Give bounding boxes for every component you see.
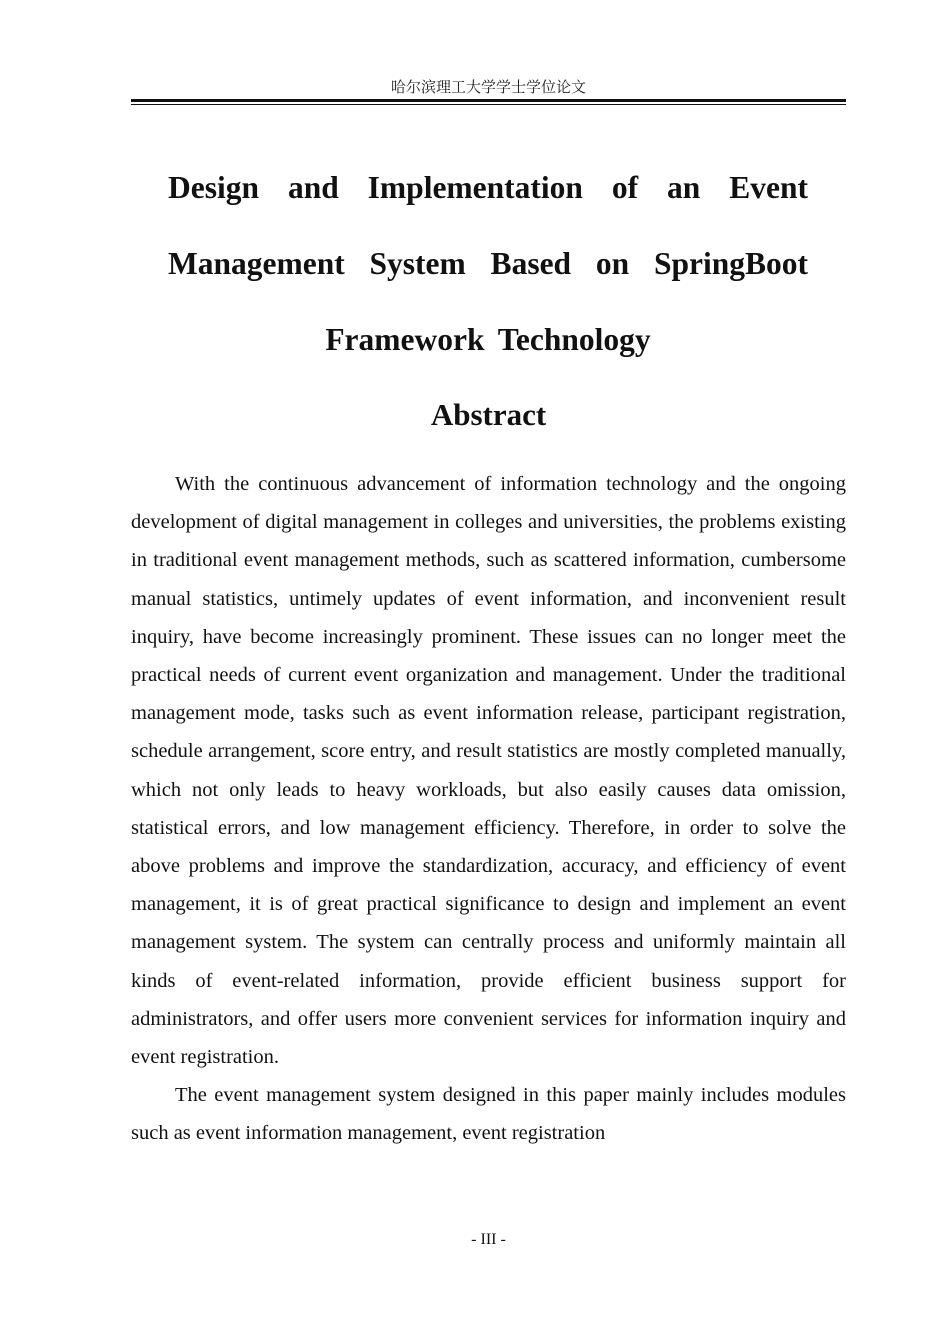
abstract-paragraph-2: The event management system designed in this paper mainly includes modules such as event information management, event registration [131,1084,846,1145]
header-rule-thin [131,104,846,105]
thesis-title: Design and Implementation of an Event Management System Based on SpringBoot Framework Technology [168,170,808,357]
abstract-heading: Abstract [430,397,547,432]
running-header: 哈尔滨理工大学学士学位论文 [390,78,586,96]
header-rule-thick [131,99,846,102]
abstract-paragraph-1: With the continuous advancement of information technology and the ongoing development of digital management in colleges and universities, the problems existing in traditional event management methods, such as scattered information, cumbersome manual statistics, untimely updates of event information, and inconvenient result inquiry, have become increasingly prominent. These issues can no longer meet the practical needs of current event organization and management. Under the traditional management mode, tasks such as event information release, participant registration, schedule arrangement, score entry, and result statistics are mostly completed manually, which not only leads to heavy workloads, but also easily causes data omission, statistical errors, and low management efficiency. Therefore, in order to solve the above problems and improve the standardization, accuracy, and efficiency of event management, it is of great practical significance to design and implement an event management system. The system can centrally process and uniformly maintain all kinds of event-related information, provide efficient business support for administrators, and offer users more convenient services for information inquiry and event registration. [131,473,846,1069]
page-number: - III - [471,1231,506,1248]
abstract-body [131,465,846,1153]
